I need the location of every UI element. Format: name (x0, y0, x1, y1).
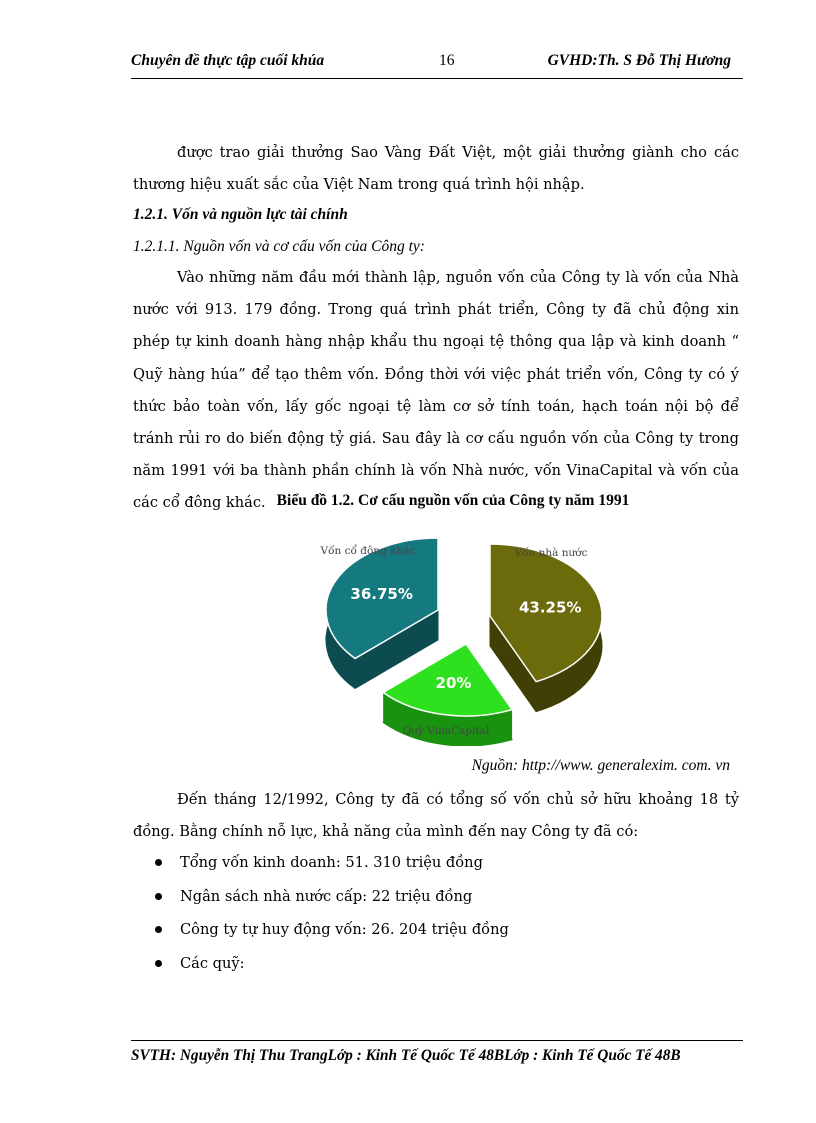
capital-structure-pie-chart (306, 526, 626, 746)
subsection-heading: 1.2.1.1. Nguồn vốn và cơ cấu vốn của Công ty: (133, 238, 425, 255)
list-item (155, 846, 509, 880)
chart-caption: Biểu đồ 1.2. Cơ cấu nguồn vốn của Công ty năm 1991 (276, 492, 630, 509)
pie-value-label: 20% (435, 673, 472, 692)
list-item (155, 947, 509, 981)
intro-paragraph: được trao giải thưởng Sao Vàng Đất Việt, một giải thưởng giành cho các thương hiệu xuất sắc của Việt Nam trong quá trình hội nhập. (133, 144, 739, 194)
list-item-text: Công ty tự huy động vốn: 26. 204 triệu đồng (180, 921, 509, 938)
main-block (133, 262, 739, 520)
list-item-text: Tổng vốn kinh doanh: 51. 310 triệu đồng (180, 854, 483, 871)
main-paragraph: Vào những năm đầu mới thành lập, nguồn vốn của Công ty là vốn của Nhà nước với 913. 179 đồng. Trong quá trình phát triển, Công ty đã chủ động xin phép tự kinh doanh hàng nhập khẩu thu ngoại tệ thông qua lập và kinh doanh “ Quỹ hàng húa” để tạo thêm vốn. Đồng thời với việc phát triển vốn, Công ty có ý thức bảo toàn vốn, lấy gốc ngoại tệ làm cơ sở tính toán, hạch toán nội bộ để tránh rủi ro do biến động tỷ giá. Sau đây là cơ cấu nguồn vốn của Công ty trong năm 1991 với ba thành phần chính là vốn Nhà nước, vốn VinaCapital và vốn của các cổ đông khác. (133, 269, 739, 512)
list-item (155, 880, 509, 914)
pie-category-label: Quỹ VinaCapital (402, 725, 490, 737)
list-item-text: Ngân sách nhà nước cấp: 22 triệu đồng (180, 887, 473, 905)
page-header (131, 52, 743, 79)
pie-value-label: 36.75% (350, 584, 413, 603)
section-heading: 1.2.1. Vốn và nguồn lực tài chính (133, 206, 348, 223)
bullet-dot-icon (155, 893, 162, 900)
page-footer: SVTH: Nguyễn Thị Thu TrangLớp : Kinh Tế Quốc Tế 48BLớp : Kinh Tế Quốc Tế 48B (131, 1040, 743, 1065)
bullet-dot-icon (155, 859, 162, 866)
header-title: Chuyên đề thực tập cuối khúa (131, 52, 325, 69)
header-supervisor: GVHD:Th. S Đỗ Thị Hương (547, 52, 731, 69)
pie-category-label: Vốn nhà nước (514, 547, 588, 559)
capital-bullet-list (155, 846, 509, 980)
list-item-text: Các quỹ: (180, 954, 245, 972)
bullet-dot-icon (155, 926, 162, 933)
pie-value-label: 43.25% (518, 598, 582, 617)
second-paragraph: Đến tháng 12/1992, Công ty đã có tổng số vốn chủ sở hữu khoảng 18 tỷ đồng. Bằng chính nỗ lực, khả năng của mình đến nay Công ty đã có: (133, 791, 739, 841)
page-number: 16 (439, 52, 455, 69)
bullet-dot-icon (155, 960, 162, 967)
second-block (133, 784, 739, 848)
list-item (155, 913, 509, 947)
pie-category-label: Vốn cổ đông khác (320, 545, 416, 557)
intro-block (133, 137, 739, 201)
chart-source: Nguồn: http://www. generalexim. com. vn (471, 757, 730, 774)
